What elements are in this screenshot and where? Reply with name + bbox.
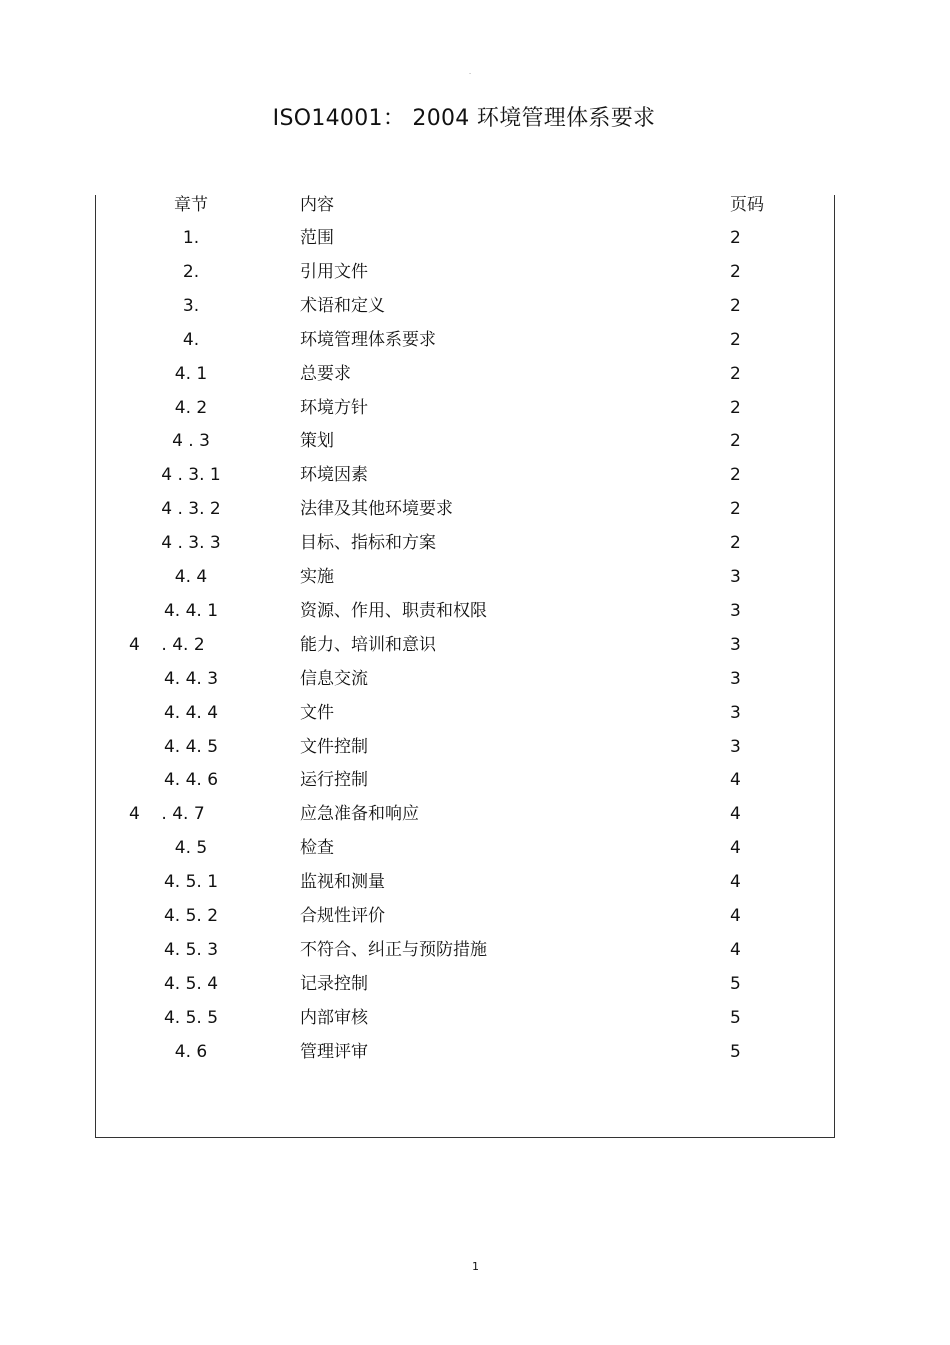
toc-section-title: 资源、作用、职责和权限 (300, 601, 487, 621)
toc-row (96, 328, 836, 352)
toc-page-number: 2 (730, 398, 741, 418)
toc-page-number: 4 (730, 906, 741, 926)
toc-page-number: 5 (730, 1008, 741, 1028)
toc-section-title: 策划 (300, 431, 334, 451)
toc-page-number: 3 (730, 737, 741, 757)
toc-section-number: 4. 4 (174, 567, 208, 587)
toc-row (96, 396, 836, 420)
toc-section-title: 不符合、纠正与预防措施 (300, 940, 487, 960)
toc-section-title: 范围 (300, 228, 334, 248)
toc-row (96, 1006, 836, 1030)
toc-row (96, 294, 836, 318)
toc-section-title: 应急准备和响应 (300, 804, 419, 824)
toc-section-number: 3. (182, 296, 200, 316)
toc-section-title: 环境管理体系要求 (300, 330, 436, 350)
toc-section-title: 总要求 (300, 364, 351, 384)
toc-page-number: 2 (730, 499, 741, 519)
toc-section-number: 4. 5. 1 (163, 872, 219, 892)
toc-section-number: 4. 5. 2 (163, 906, 219, 926)
toc-page-number: 3 (730, 635, 741, 655)
toc-header-title: 内容 (300, 195, 334, 215)
toc-page-number: 2 (730, 364, 741, 384)
toc-header-row (96, 193, 836, 217)
toc-row (96, 701, 836, 725)
toc-section-title: 引用文件 (300, 262, 368, 282)
toc-section-title: 文件 (300, 703, 334, 723)
toc-row (96, 802, 836, 826)
toc-page-number: 4 (730, 940, 741, 960)
toc-section-title: 运行控制 (300, 770, 368, 790)
toc-row (96, 633, 836, 657)
toc-page-number: 3 (730, 703, 741, 723)
toc-section-number: 4. 5. 3 (163, 940, 219, 960)
toc-row (96, 768, 836, 792)
toc-section-number: 4. 5. 4 (163, 974, 219, 994)
toc-page-number: 2 (730, 228, 741, 248)
toc-section-number: 4 . 4. 2 (129, 635, 205, 655)
toc-section-title: 实施 (300, 567, 334, 587)
toc-section-title: 法律及其他环境要求 (300, 499, 453, 519)
document-title: ISO14001： 2004 环境管理体系要求 (272, 106, 656, 131)
toc-row (96, 972, 836, 996)
toc-row (96, 938, 836, 962)
toc-row (96, 667, 836, 691)
toc-row (96, 836, 836, 860)
toc-section-number: 4 . 3. 2 (161, 499, 221, 519)
toc-section-number: 4. 4. 6 (163, 770, 219, 790)
toc-row (96, 1040, 836, 1064)
toc-header-page: 页码 (730, 195, 764, 215)
toc-page-number: 3 (730, 601, 741, 621)
toc-section-number: 2. (182, 262, 200, 282)
toc-page-number: 3 (730, 567, 741, 587)
table-of-contents (95, 195, 835, 1138)
toc-section-number: 4 . 4. 7 (129, 804, 205, 824)
toc-page-number: 4 (730, 838, 741, 858)
toc-page-number: 2 (730, 330, 741, 350)
toc-section-title: 记录控制 (300, 974, 368, 994)
toc-section-title: 术语和定义 (300, 296, 385, 316)
toc-section-number: 4. 1 (174, 364, 208, 384)
toc-section-title: 监视和测量 (300, 872, 385, 892)
toc-page-number: 2 (730, 431, 741, 451)
toc-section-title: 内部审核 (300, 1008, 368, 1028)
toc-section-number: 4 . 3. 3 (161, 533, 221, 553)
toc-page-number: 5 (730, 974, 741, 994)
toc-page-number: 2 (730, 296, 741, 316)
toc-section-number: 4. 4. 5 (163, 737, 219, 757)
toc-row (96, 531, 836, 555)
toc-page-number: 4 (730, 872, 741, 892)
toc-section-title: 管理评审 (300, 1042, 368, 1062)
toc-row (96, 565, 836, 589)
page-top-mark: - (469, 70, 472, 77)
toc-row (96, 226, 836, 250)
toc-section-number: 4. (182, 330, 200, 350)
toc-page-number: 5 (730, 1042, 741, 1062)
toc-row (96, 362, 836, 386)
toc-row (96, 429, 836, 453)
toc-page-number: 2 (730, 262, 741, 282)
toc-section-title: 信息交流 (300, 669, 368, 689)
toc-page-number: 4 (730, 804, 741, 824)
toc-row (96, 904, 836, 928)
toc-page-number: 2 (730, 533, 741, 553)
toc-header-section: 章节 (174, 195, 208, 215)
toc-section-title: 目标、指标和方案 (300, 533, 436, 553)
toc-section-number: 4 . 3 (172, 431, 210, 451)
toc-section-title: 合规性评价 (300, 906, 385, 926)
toc-page-number: 2 (730, 465, 741, 485)
toc-section-number: 1. (182, 228, 200, 248)
toc-section-title: 文件控制 (300, 737, 368, 757)
page-number: 1 (472, 1260, 479, 1273)
toc-page-number: 4 (730, 770, 741, 790)
toc-section-number: 4. 4. 3 (163, 669, 219, 689)
toc-page-number: 3 (730, 669, 741, 689)
toc-section-number: 4. 5. 5 (163, 1008, 219, 1028)
toc-section-number: 4. 6 (174, 1042, 208, 1062)
toc-section-title: 环境方针 (300, 398, 368, 418)
toc-section-title: 环境因素 (300, 465, 368, 485)
toc-row (96, 260, 836, 284)
toc-section-title: 能力、培训和意识 (300, 635, 436, 655)
toc-row (96, 599, 836, 623)
toc-section-title: 检查 (300, 838, 334, 858)
toc-section-number: 4. 2 (174, 398, 208, 418)
toc-row (96, 735, 836, 759)
toc-section-number: 4. 4. 4 (163, 703, 219, 723)
toc-row (96, 497, 836, 521)
toc-row (96, 870, 836, 894)
toc-section-number: 4 . 3. 1 (161, 465, 221, 485)
toc-section-number: 4. 4. 1 (163, 601, 219, 621)
toc-row (96, 463, 836, 487)
toc-section-number: 4. 5 (174, 838, 208, 858)
